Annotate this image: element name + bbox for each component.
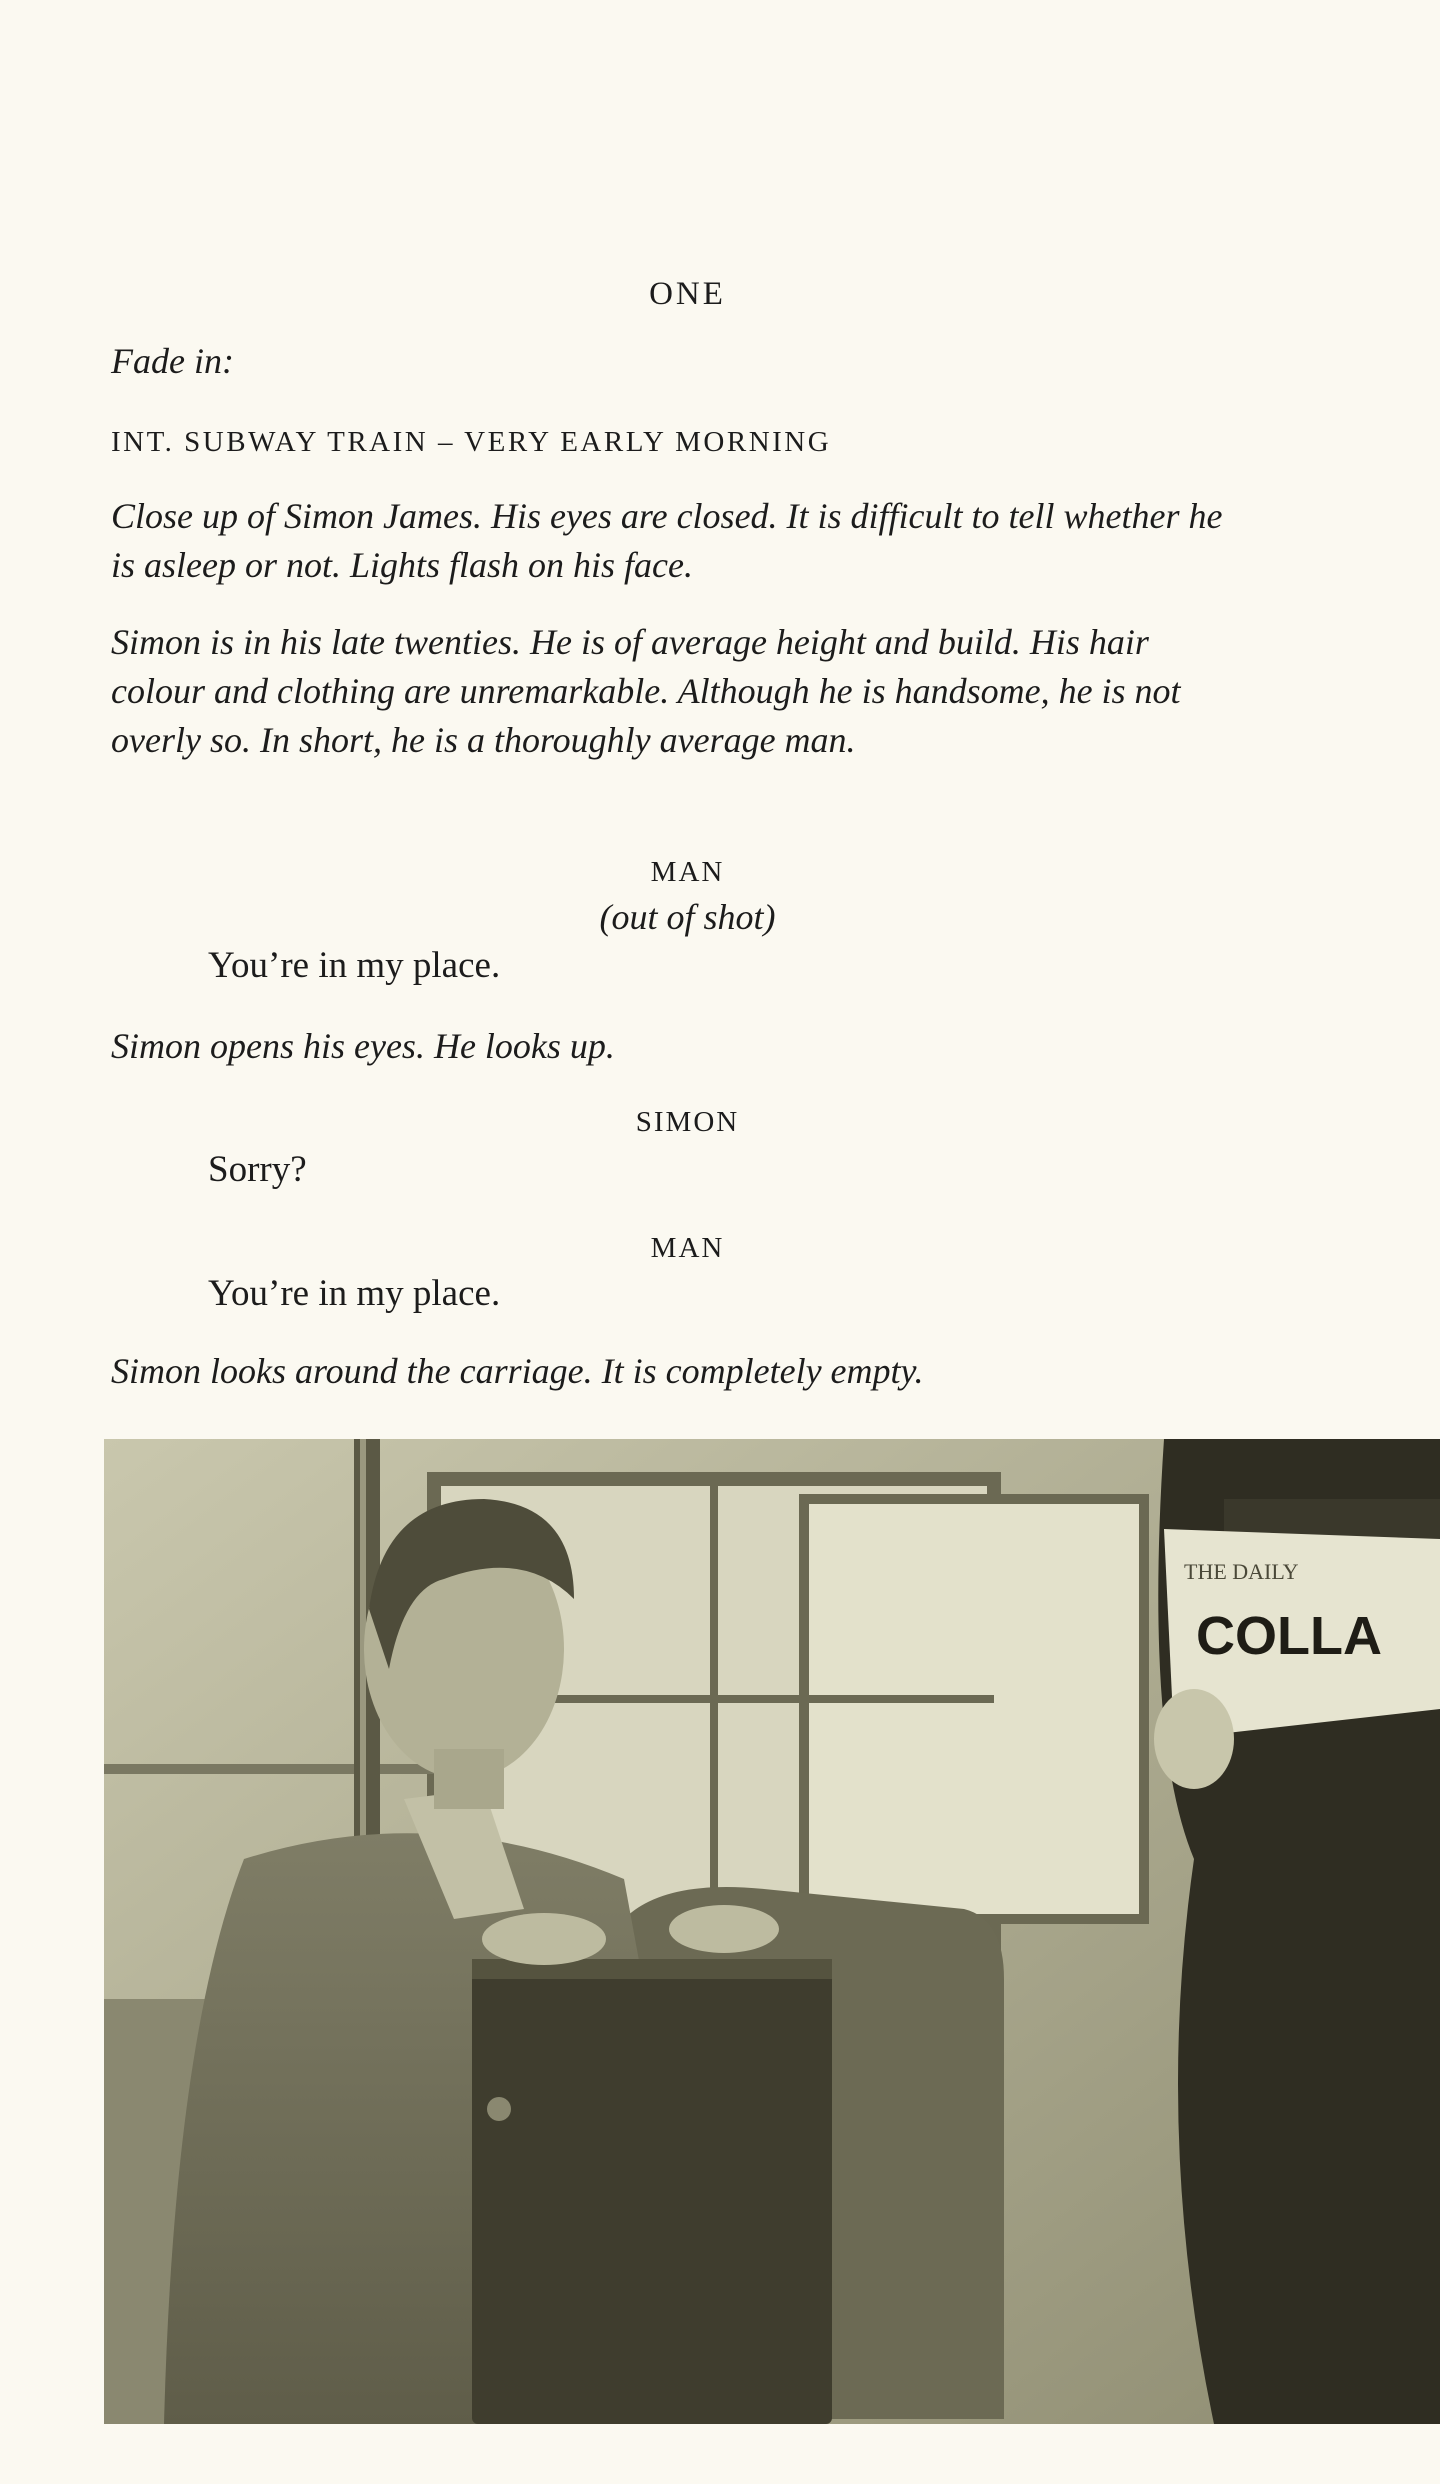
parenthetical-out-of-shot: (out of shot) [599, 897, 776, 937]
transition-fade-in: Fade in: [111, 341, 234, 381]
character-cue-simon: SIMON [635, 1106, 740, 1138]
action-paragraph-3: Simon opens his eyes. He looks up. [111, 1026, 615, 1066]
dialogue-line-2: Sorry? [208, 1149, 307, 1190]
action-paragraph-2: Simon is in his late twenties. He is of average height and build. His hair colour and clothing are unremarkable. Although he is handsome, he is not overly so. In short, he is a thoroughly average man. [111, 622, 1181, 760]
film-still-photo [104, 1439, 1440, 2424]
action-paragraph-1: Close up of Simon James. His eyes are closed. It is difficult to tell whether he is asleep or not. Lights flash on his face. [111, 496, 1223, 585]
character-cue-man-2: MAN [650, 1232, 725, 1264]
svg-text:COLLA: COLLA [1196, 1606, 1382, 1666]
dialogue-line-1: You’re in my place. [208, 945, 501, 986]
dialogue-line-3: You’re in my place. [208, 1273, 501, 1314]
action-paragraph-4: Simon looks around the carriage. It is completely empty. [111, 1351, 924, 1391]
character-cue-man-1: MAN [650, 856, 725, 888]
chapter-heading: ONE [649, 276, 726, 312]
svg-text:THE DAILY: THE DAILY [1184, 1559, 1299, 1584]
scene-slugline: INT. SUBWAY TRAIN – VERY EARLY MORNING [111, 426, 832, 458]
